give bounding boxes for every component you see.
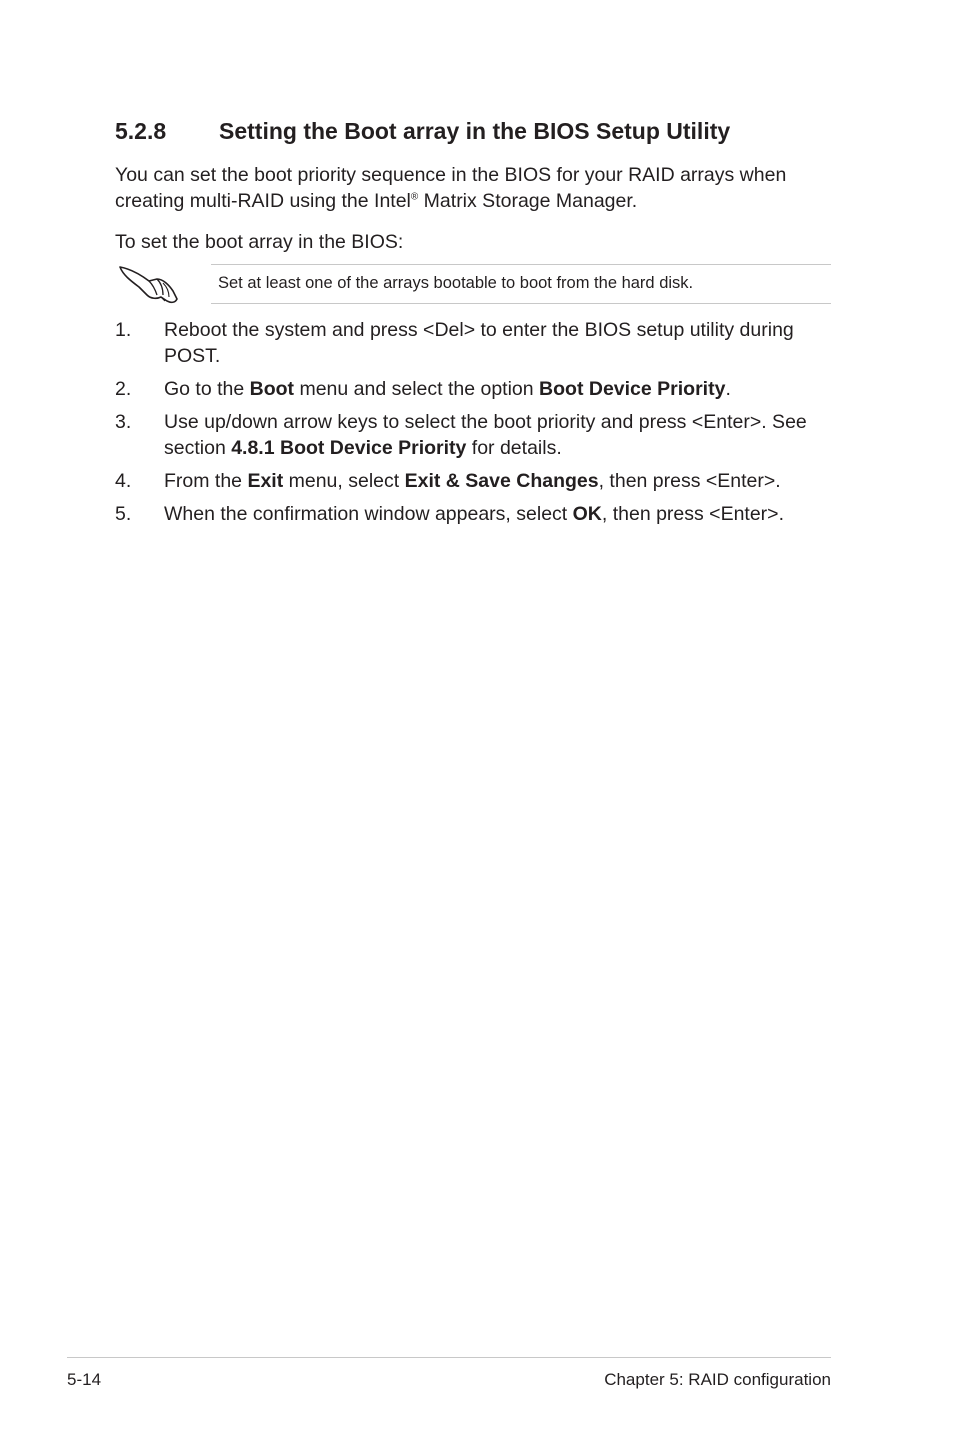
step-emphasis: Exit xyxy=(247,470,284,492)
step-text: Go to the xyxy=(164,378,250,400)
intro-paragraph xyxy=(115,162,835,214)
step-text: Use up/down arrow keys to select the boot priority and press <Enter>. See section xyxy=(164,411,807,459)
lead-in-text: To set the boot array in the BIOS: xyxy=(115,231,404,253)
footer-divider xyxy=(67,1357,831,1358)
step-text: When the confirmation window appears, select xyxy=(164,503,573,525)
step-emphasis: Exit & Save Changes xyxy=(404,470,599,492)
step-text: From the xyxy=(164,470,248,492)
step-text: . xyxy=(725,378,731,400)
section-number: 5.2.8 xyxy=(115,118,167,144)
section-title: Setting the Boot array in the BIOS Setup Utility xyxy=(219,118,731,144)
step-number: 4. xyxy=(115,470,132,492)
step-item xyxy=(115,376,835,402)
steps-list xyxy=(115,317,835,534)
step-item xyxy=(115,468,835,494)
step-emphasis: Boot xyxy=(249,378,295,400)
intro-text-end: Matrix Storage Manager. xyxy=(418,190,638,212)
step-item xyxy=(115,501,835,527)
step-emphasis: 4.8.1 Boot Device Priority xyxy=(231,437,467,459)
section-heading xyxy=(115,118,730,145)
step-text: Reboot the system and press <Del> to enter the BIOS setup utility during POST. xyxy=(164,319,794,367)
chapter-title: Chapter 5: RAID configuration xyxy=(604,1370,831,1389)
page-number: 5-14 xyxy=(67,1370,102,1389)
note-text: Set at least one of the arrays bootable to boot from the hard disk. xyxy=(218,274,694,292)
step-item xyxy=(115,317,835,369)
step-text: menu, select xyxy=(283,470,405,492)
step-number: 3. xyxy=(115,411,132,433)
pointing-hand-icon xyxy=(117,261,179,305)
step-number: 5. xyxy=(115,503,132,525)
step-number: 2. xyxy=(115,378,132,400)
step-item xyxy=(115,409,835,461)
step-emphasis: Boot Device Priority xyxy=(539,378,726,400)
step-text: menu and select the option xyxy=(294,378,540,400)
note-box xyxy=(211,264,831,304)
step-number: 1. xyxy=(115,319,132,341)
registered-mark: ® xyxy=(410,191,419,203)
step-text: , then press <Enter>. xyxy=(601,503,784,525)
step-text: for details. xyxy=(466,437,562,459)
intro-text: You can set the boot priority sequence in the BIOS for your RAID arrays when creating multi-RAID using the Intel xyxy=(115,164,787,212)
step-emphasis: OK xyxy=(572,503,602,525)
step-text: , then press <Enter>. xyxy=(598,470,781,492)
